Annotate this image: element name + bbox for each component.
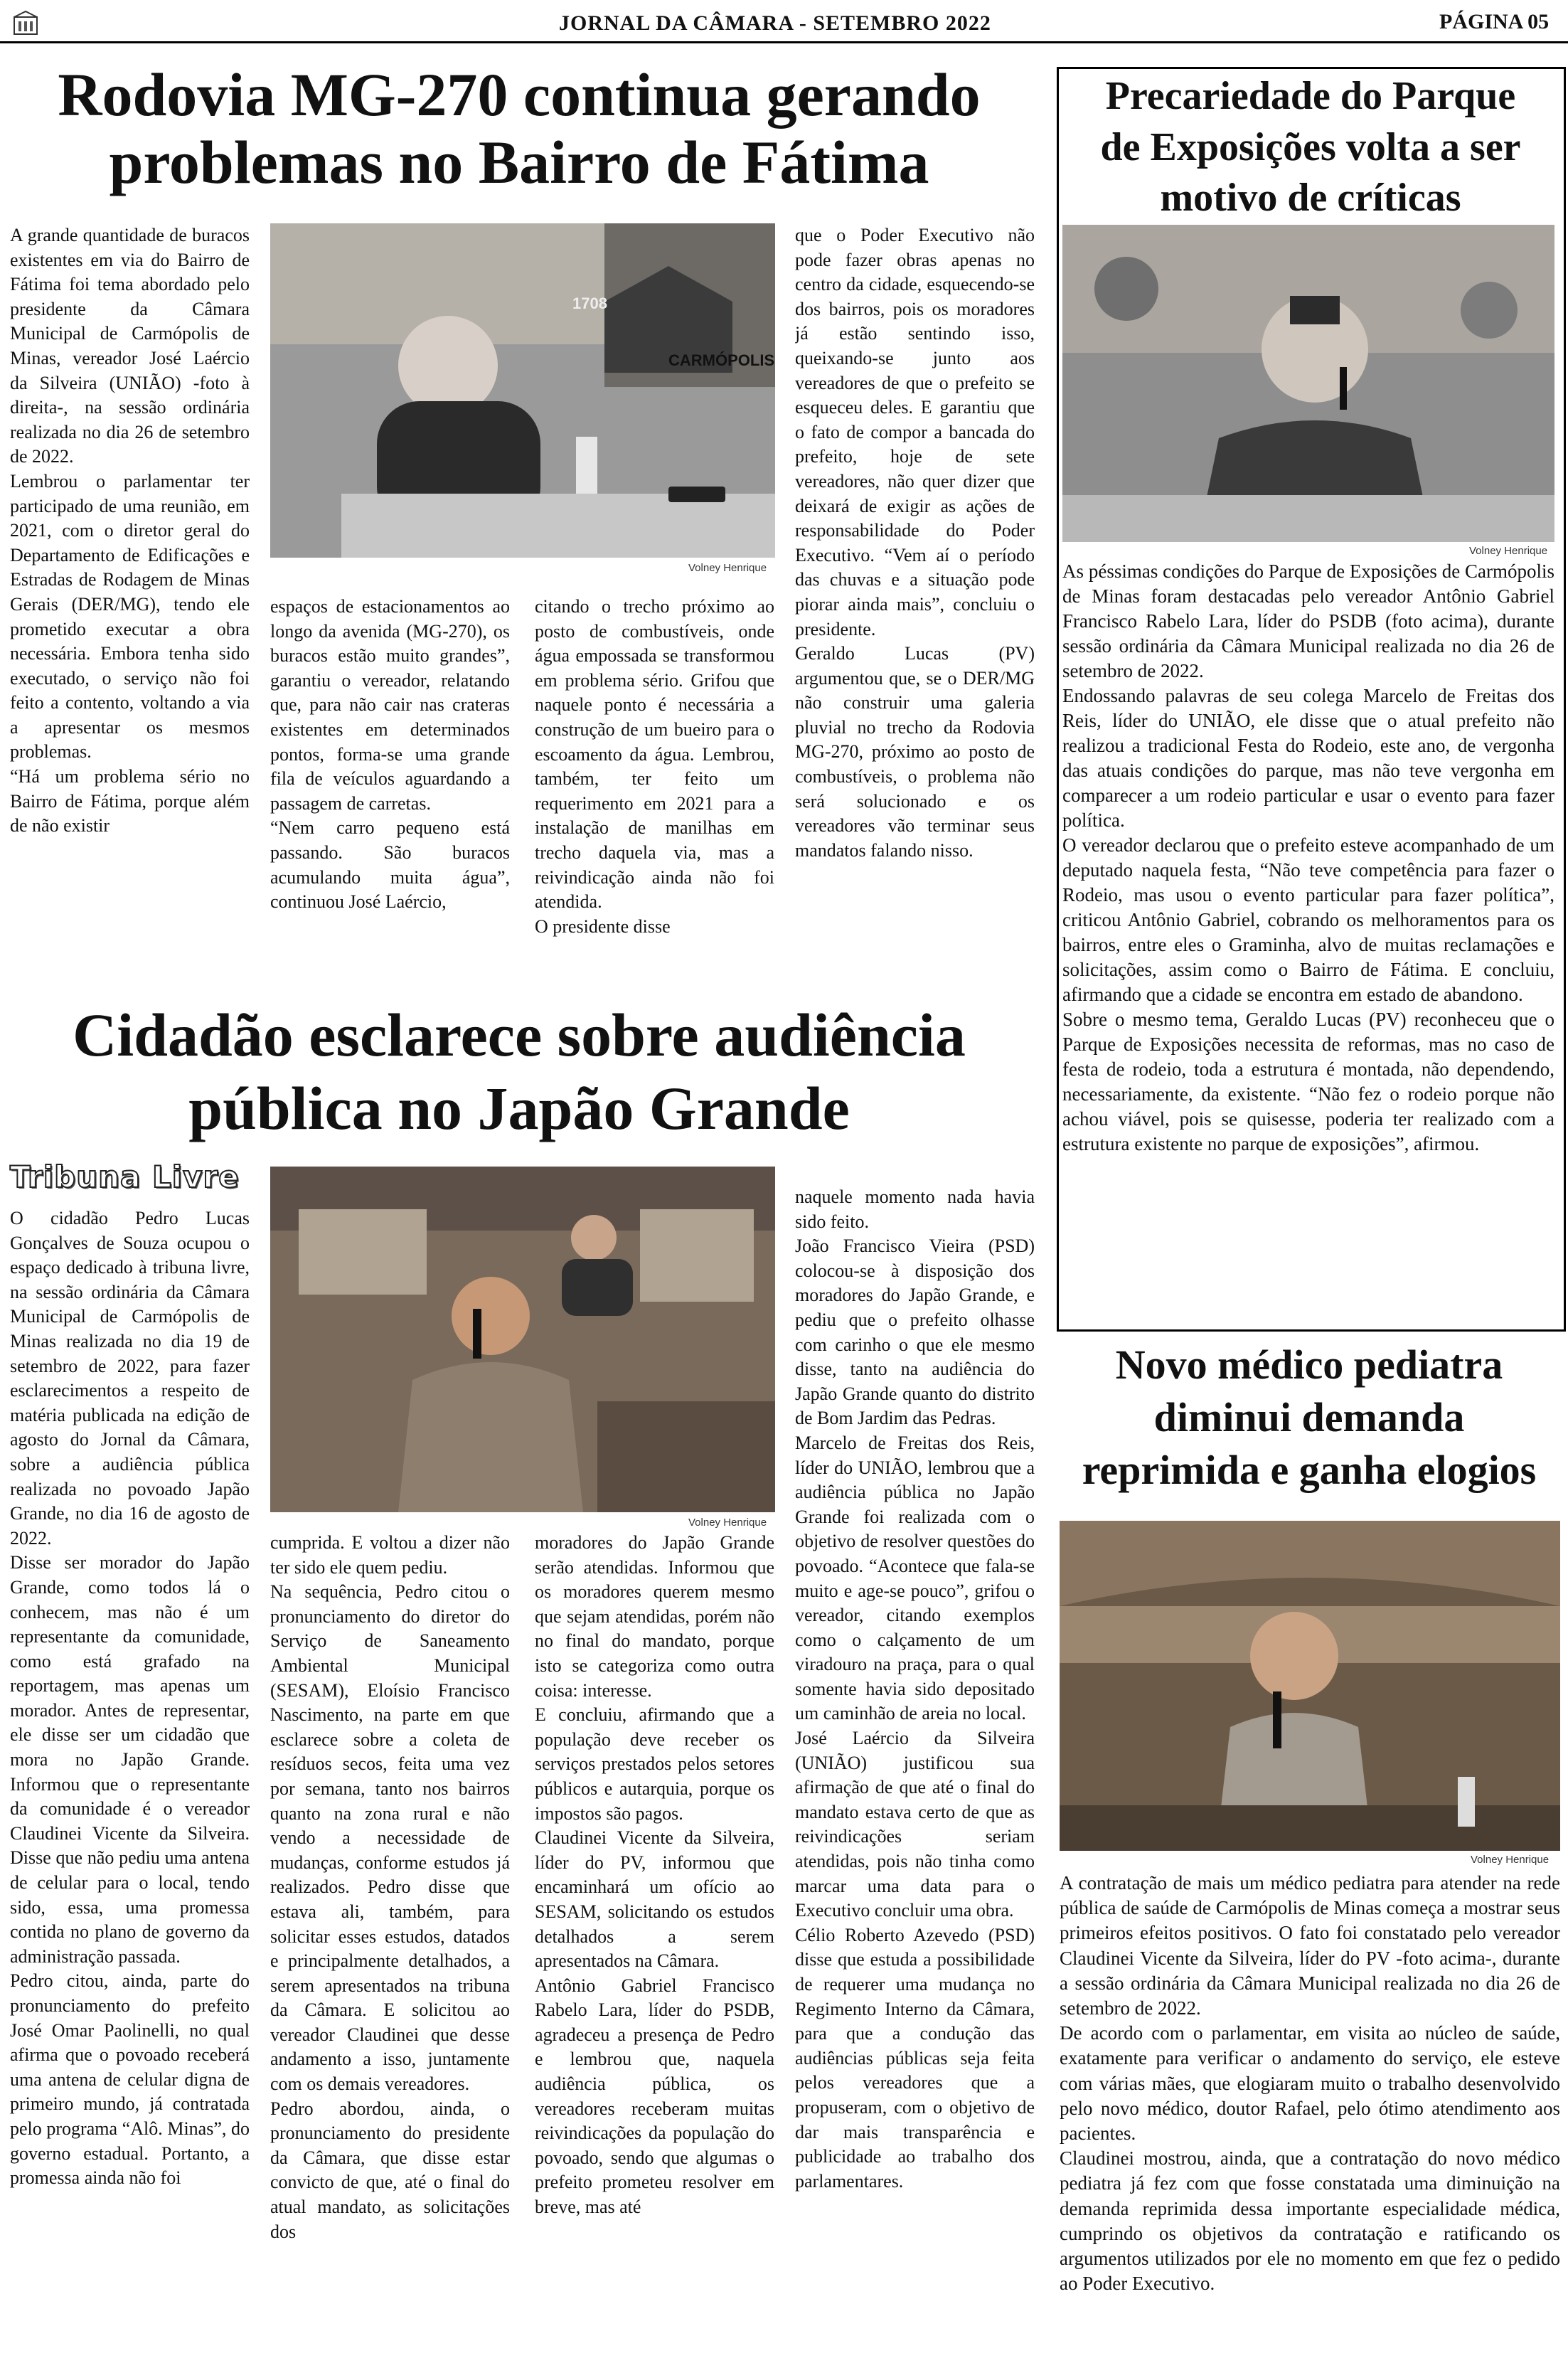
article2-headline-line2: de Exposições volta a ser [1100,124,1521,169]
article4-photo [1060,1521,1560,1851]
page-number: PÁGINA 05 [1439,10,1550,33]
article2-headline-line3: motivo de críticas [1160,176,1461,221]
article3-text-3: moradores do Japão Grande serão atendidas. Informou que os moradores querem mesmo que sejam atendidas, porém não no final do mandato, porque isto se categoriza como outra coisa: interesse. E concluiu, afirmando que a população deve receber os serviços prestados pelos setores públicos e autarquia, porque os impostos são pagos. Claudinei Vicente da Silveira, líder do PV, informou que encaminhará um ofício ao SESAM, solicitando os estudos detalhados a serem apresentados na Câmara. Antônio Gabriel Francisco Rabelo Lara, líder do PSDB, agradeceu a presença de Pedro e lembrou que, naquela audiência pública, os vereadores receberam muitas reivindicações da população do povoado, sendo que algumas o prefeito prometeu resolver em breve, mas até [535,1532,774,2218]
article3-headline-line2: pública no Japão Grande [188,1074,850,1143]
article1-column-4 [795,223,1035,995]
article3-text-4: naquele momento nada havia sido feito. João Francisco Vieira (PSD) colocou-se à disposição dos moradores do Japão Grande, e pediu que o prefeito olhasse com carinho o que ele mesmo disse, tanto na audiência do Japão Grande quanto do distrito de Bom Jardim das Pedras. Marcelo de Freitas dos Reis, líder do UNIÃO, lembrou que a audiência pública no Japão Grande foi realizada com o objetivo de resolver questões do povoado. “Acontece que fala-se muito e age-se pouco”, grifou o vereador, citando exemplos como o calçamento de um viradouro na praça, para o qual somente havia sido depositado um caminhão de areia no local. José Laércio da Silveira (UNIÃO) justificou sua afirmação de que até o final do mandato estava certo de que as reivindicações seriam atendidas, pois não tinha como marcar uma data para o Executivo concluir uma obra. Célio Roberto Azevedo (PSD) disse que estuda a possibilidade de requerer uma mudança no Regimento Interno da Câmara, para que a condução das audiências públicas seja feita pelos vereadores que a propuseram, com o objetivo de dar mais transparência e publicidade ao trabalho dos parlamentares. [795,1186,1035,2192]
article1-column-3 [535,595,774,995]
article3-headline [0,999,1038,1145]
article4-photo-credit: Volney Henrique [1471,1854,1550,1866]
article3-column-2 [270,1531,510,2353]
article3-text-2: cumprida. E voltou a dizer não ter sido ele quem pediu. Na sequência, Pedro citou o pronunciamento do diretor do Serviço de Saneamento Ambiental Municipal (SESAM), Eloísio Francisco Nascimento, na parte em que esclarece sobre a coleta de resíduos secos, feita uma vez por semana, tanto nos bairros quanto na zona rural e não vendo a necessidade de mudanças, conforme estudos já realizados. Pedro disse que estava ali, também, para solicitar esses estudos, datados e principalmente detalhados, a serem apresentados na tribuna da Câmara. E solicitou ao vereador Claudinei que desse andamento a isso, juntamente com os demais vereadores. Pedro abordou, ainda, o pronunciamento do presidente da Câmara, que disse estar convicto de que, até o final do atual mandato, as solicitações dos [270,1532,510,2242]
newspaper-title: JORNAL DA CÂMARA - SETEMBRO 2022 [559,11,991,35]
article1-headline-line1: Rodovia MG-270 continua gerando [58,60,981,129]
article4-headline-line2: diminui demanda [1153,1394,1465,1441]
article1-column-2 [270,595,510,995]
photo1-wall-year: 1708 [572,294,607,312]
article4-headline [1057,1339,1562,1497]
masthead-seal-icon [11,10,40,36]
article3-column-4 [795,1185,1035,2353]
article1-photo [270,223,775,558]
article3-photo-credit: Volney Henrique [688,1517,767,1529]
article1-text-2: espaços de estacionamentos ao longo da avenida (MG-270), os buracos estão muito grandes”, garantiu o vereador, relatando que, para não cair nas crateras existentes em determinados pontos, forma-se uma grande fila de veículos aguardando a passagem de carretas. “Nem carro pequeno está passando. São buracos acumulando muita água”, continuou José Laércio, [270,596,510,913]
article1-column-1 [10,223,250,995]
article2-headline-line1: Precariedade do Parque [1105,74,1516,118]
article3-column-3 [535,1531,774,2353]
header-divider [0,41,1568,43]
article1-text-3: citando o trecho próximo ao posto de combustíveis, onde água empossada se transformou em problema sério. Grifou que naquele ponto é necessária a construção de um bueiro para o escoamento da água. Lembrou, também, ter feito um requerimento em 2021 para a instalação de manilhas em trecho daquela via, mas a reivindicação ainda não foi atendida. O presidente disse [535,596,774,937]
article4-headline-line3: reprimida e ganha elogios [1082,1447,1537,1494]
article2-photo-credit: Volney Henrique [1469,545,1548,557]
section-label-tribuna-livre: Tribuna Livre [10,1159,240,1194]
article1-text-4: que o Poder Executivo não pode fazer obras apenas no centro da cidade, esquecendo-se dos bairros, pois os moradores já estão sentindo isso, queixando-se junto aos vereadores de que o prefeito se esqueceu deles. E garantiu que o fato de compor a bancada do prefeito, hoje de sete vereadores, não quer dizer que deixará de exigir as ações de responsabilidade do Poder Executivo. “Vem aí o período das chuvas e a situação pode piorar ainda mais”, concluiu o presidente. Geraldo Lucas (PV) argumentou que, se o DER/MG não construir uma galeria pluvial no trecho da Rodovia MG-270, próximo ao posto de combustíveis, o problema não será solucionado e os vereadores vão terminar seus mandatos falando nisso. [795,225,1035,861]
article2-headline [1060,71,1562,224]
article2-text: As péssimas condições do Parque de Exposições de Carmópolis de Minas foram destacadas pelo vereador Antônio Gabriel Francisco Rabelo Lara, líder do PSDB (foto acima), durante sessão ordinária da Câmara Municipal realizada no dia 26 de setembro de 2022. Endossando palavras de seu colega Marcelo de Freitas dos Reis, líder do UNIÃO, ele disse que o atual prefeito não realizou a tradicional Festa do Rodeio, este ano, de vergonha das atuais condições do parque, mas não teve vergonha em comparecer a um rodeio particular e usar o evento para fazer política. O vereador declarou que o prefeito esteve acompanhado de um deputado naquela festa, “Não teve competência para fazer o Rodeio, mas usou o evento particular para fazer política”, criticou Antônio Gabriel, cobrando os melhoramentos para os bairros, entre eles o Graminha, alvo de muitas reclamações e solicitações, assim como o Bairro de Fátima. E concluiu, afirmando que a cidade se encontra em estado de abandono. Sobre o mesmo tema, Geraldo Lucas (PV) reconheceu que o Parque de Exposições necessita de reformas, mas no caso de festa de rodeio, toda a estrutura é montada, não dependendo, necessariamente, da existente. “Não fez o rodeio porque não achou viável, pois se quisesse, poderia ter realizado com a estrutura existente no parque de exposições”, afirmou. [1062,561,1554,1154]
article1-text-1: A grande quantidade de buracos existentes em via do Bairro de Fátima foi tema abordado pelo presidente da Câmara Municipal de Carmópolis de Minas, vereador José Laércio da Silveira (UNIÃO) -foto à direita-, na sessão ordinária realizada no dia 26 de setembro de 2022. Lembrou o parlamentar ter participado de uma reunião, em 2021, com o diretor geral do Departamento de Edificações e Estradas de Rodagem de Minas Gerais (DER/MG), tendo ele prometido executar a obra necessária. Embora tenha sido executado, o serviço não foi feito a contento, voltando a via a apresentar os mesmos problemas. “Há um problema sério no Bairro de Fátima, porque além de não existir [10,225,250,836]
article4-body [1060,1871,1560,2353]
article1-headline [0,61,1038,196]
photo1-wall-name: CARMÓPOLIS [668,351,775,369]
article3-photo [270,1167,775,1512]
article4-text: A contratação de mais um médico pediatra para atender na rede pública de saúde de Carmópolis de Minas começa a mostrar seus primeiros efeitos positivos. O fato foi constatado pelo vereador Claudinei Vicente da Silveira, líder do PV -foto acima-, durante a sessão ordinária da Câmara Municipal realizada no dia 26 de setembro de 2022. De acordo com o parlamentar, em visita ao núcleo de saúde, exatamente para verificar o andamento do serviço, ele esteve com várias mães, que elogiaram muito o trabalho desenvolvido pelo novo médico, doutor Rafael, pelo ótimo atendimento aos pacientes. Claudinei mostrou, ainda, que a contratação do novo médico pediatra já fez com que fosse constatada uma diminuição na demanda reprimida dessa importante especialidade médica, cumprindo os objetivos da contratação e ratificando os argumentos utilizados por ele no momento em que fez o pedido ao Poder Executivo. [1060,1872,1560,2295]
article3-text-1: O cidadão Pedro Lucas Gonçalves de Souza ocupou o espaço dedicado à tribuna livre, na sessão ordinária da Câmara Municipal de Carmópolis de Minas realizada no dia 19 de setembro de 2022, para fazer esclarecimentos a respeito de matéria publicada na edição de agosto do Jornal da Câmara, sobre a audiência pública realizada no povoado Japão Grande, no dia 16 de agosto de 2022. Disse ser morador do Japão Grande, como todos lá o conhecem, mas não é um representante da comunidade, como está grafado na reportagem, mas apenas um morador. Antes de representar, ele disse ser um cidadão que mora no Japão Grande. Informou que o representante da comunidade é o vereador Claudinei Vicente da Silveira. Disse que não pediu uma antena de celular para o local, tendo sido, essa, uma promessa contida no plano de governo da administração passada. Pedro citou, ainda, parte do pronunciamento do prefeito José Omar Paolinelli, no qual afirma que o povoado receberá uma antena de celular digna de primeiro mundo, já contratada pelo programa “Alô. Minas”, do governo estadual. Portanto, a promessa ainda não foi [10,1208,250,2189]
article1-headline-line2: problemas no Bairro de Fátima [109,127,929,196]
article2-photo [1062,225,1554,542]
article2-body [1062,559,1554,1320]
article3-column-1 [10,1206,250,2353]
article1-photo-credit: Volney Henrique [688,562,767,574]
article4-headline-line1: Novo médico pediatra [1115,1342,1503,1388]
article3-headline-line1: Cidadão esclarece sobre audiência [73,1001,966,1069]
